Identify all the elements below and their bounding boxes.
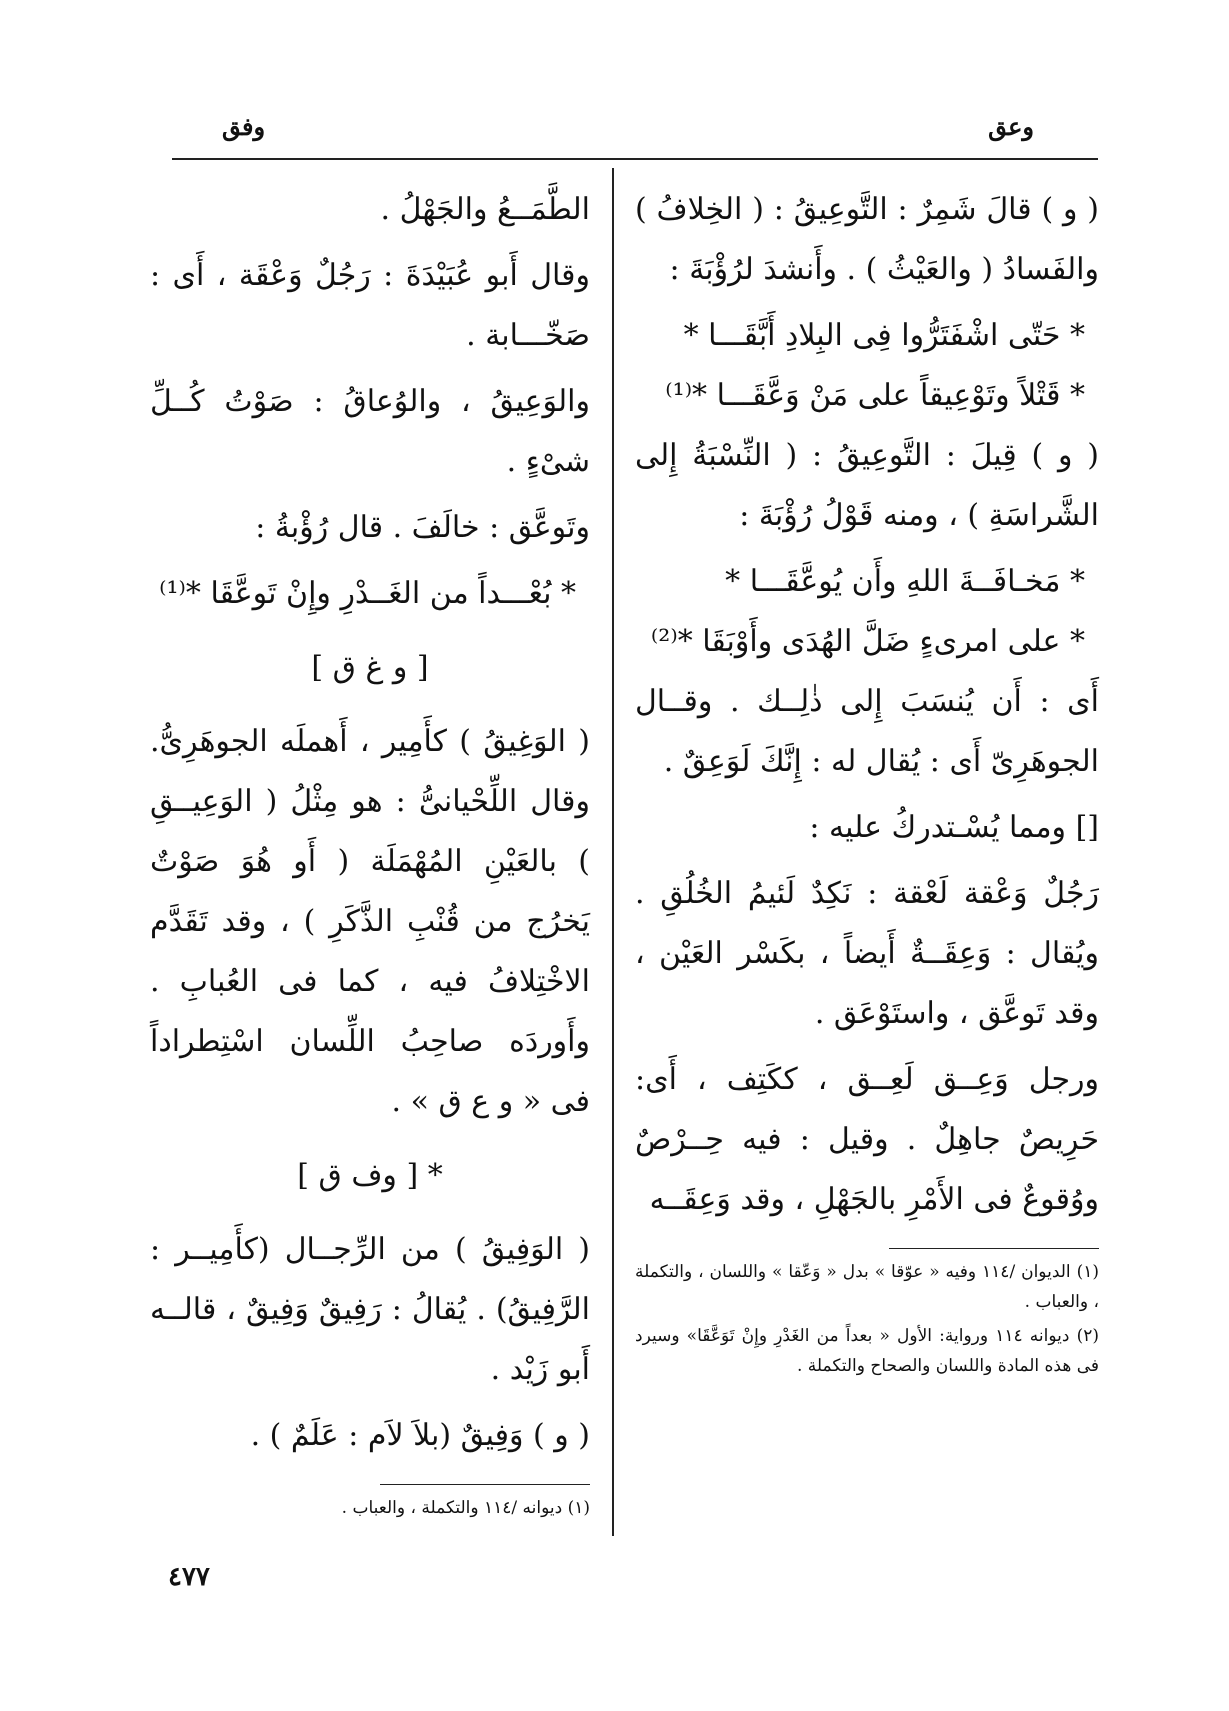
paragraph: ( و ) وَفِيقٌ (بلاَ لاَم : عَلَمٌ ) . [250,1418,590,1453]
running-header-right: وعق [988,112,1034,141]
verse-line: * مَخـافَــةَ اللهِ وأَن يُوعَّقَـــا * [725,564,1085,599]
column-divider [612,168,614,1536]
paragraph: ورجل وَعِــق لَعِــق ، ككَتِف ، أَى: حَرِيصٌ جاهِلٌ . وقيل : فيه حِــرْصٌ ووُقوعٌ فى الأَمْرِ بالجَهْلِ ، وقد وَعِقَــه [635,1062,1099,1217]
section-heading: [ و غ ق ] [311,650,429,685]
paragraph: الطَّمَــعُ والجَهْلُ . [380,192,590,227]
paragraph: وتَوعَّق : خالَفَ . قال رُؤْبةُ : [255,510,590,545]
footnotes [150,1493,590,1523]
verse-line: * حَتّى اشْفَتَرُّوا فِى البِلادِ أَبَّقَـــا * [683,318,1085,353]
page-number: ٤٧٧ [168,1562,210,1592]
footnote: (١) ديوانه /١١٤ والتكملة ، والعباب . [341,1498,590,1518]
paragraph: وقال أَبو عُبَيْدَةَ : رَجُلٌ وَعْقَة ، أَى : صَخّـــابة . [150,258,590,353]
verse-line: * بُعْـــداً من الغَــدْرِ وإِنْ تَوعَّقَا *⁽¹⁾ [159,576,576,611]
paragraph: ( و ) قِيلَ : التَّوعِيقُ : ( النِّسْبَةُ إِلى الشَّراسَةِ ) ، ومنه قَوْلُ رُؤْبَةَ : [635,438,1099,533]
left-column [150,180,590,1527]
paragraph: ( و ) قالَ شَمِرٌ : التَّوعِيقُ : ( الخِلافُ ) والفَسادُ ( والعَيْثُ ) . وأَنشدَ لرُؤْبَةَ : [635,192,1099,287]
paragraph: [] ومما يُسْـتدركُ عليه : [809,810,1099,845]
paragraph: ( الوَغِيقُ ) كأَمِير ، أَهملَه الجوهَرِىُّ. وقال اللِّحْيانىُّ : هو مِثْلُ ( الوَعِيــقِ ) بالعَيْنِ المُهْمَلَة ( أَو هُوَ صَوْتٌ يَخرُج من قُنْبِ الذَّكَرِ ) ، وقد تَقَدَّم الاخْتِلافُ فيه ، كما فى العُبابِ . وأَوردَه صاحِبُ اللِّسان اسْتِطراداً فى « و ع ق » . [150,724,590,1119]
paragraph: أَى : أَن يُنسَبَ إِلى ذٰلِــك . وقــال الجوهَرِىّ أَى : يُقال له : إِنَّكَ لَوَعِقٌ . [635,684,1099,779]
header-rule [172,158,1098,160]
footnotes [635,1257,1099,1381]
footnote-rule [380,1484,590,1485]
verse-line: * قَتْلاً وتَوْعِيقاً على مَنْ وَعَّقَـــا *⁽¹⁾ [665,378,1085,413]
footnote: (٢) ديوانه ١١٤ ورواية: الأول « بعداً من الغَدْرِ وإِنْ تَوَعَّقَا» وسيرد فى هذه المادة واللسان والصحاح والتكملة . [635,1326,1100,1376]
running-header-left: وفق [222,112,266,141]
footnote-rule [889,1248,1099,1249]
paragraph: ( الوَفِيقُ ) من الرِّجــال (كأَمِيــر : الرَّفِيقُ) . يُقالُ : رَفِيقٌ وَفِيقٌ ، قالــه أَبو زَيْد . [150,1232,590,1387]
paragraph: رَجُلٌ وَعْقة لَعْقة : نَكِدٌ لَئيمُ الخُلُقِ . ويُقال : وَعِقَــةٌ أَيضاً ، بكَسْر العَيْن ، وقد تَوعَّق ، واستَوْعَق . [635,876,1099,1031]
right-column [635,180,1099,1385]
paragraph: والوَعِيقُ ، والوُعاقُ : صَوْتُ كُــلِّ شىْءٍ . [150,384,590,479]
footnote: (١) الديوان /١١٤ وفيه « عوّقا » بدل « وَعّقا » واللسان ، والتكملة ، والعباب . [635,1262,1099,1312]
verse-line: * على امرىءٍ ضَلَّ الهُدَى وأَوْبَقَا *⁽²⁾ [650,624,1085,659]
section-heading: * [ وف ق ] [297,1158,443,1193]
